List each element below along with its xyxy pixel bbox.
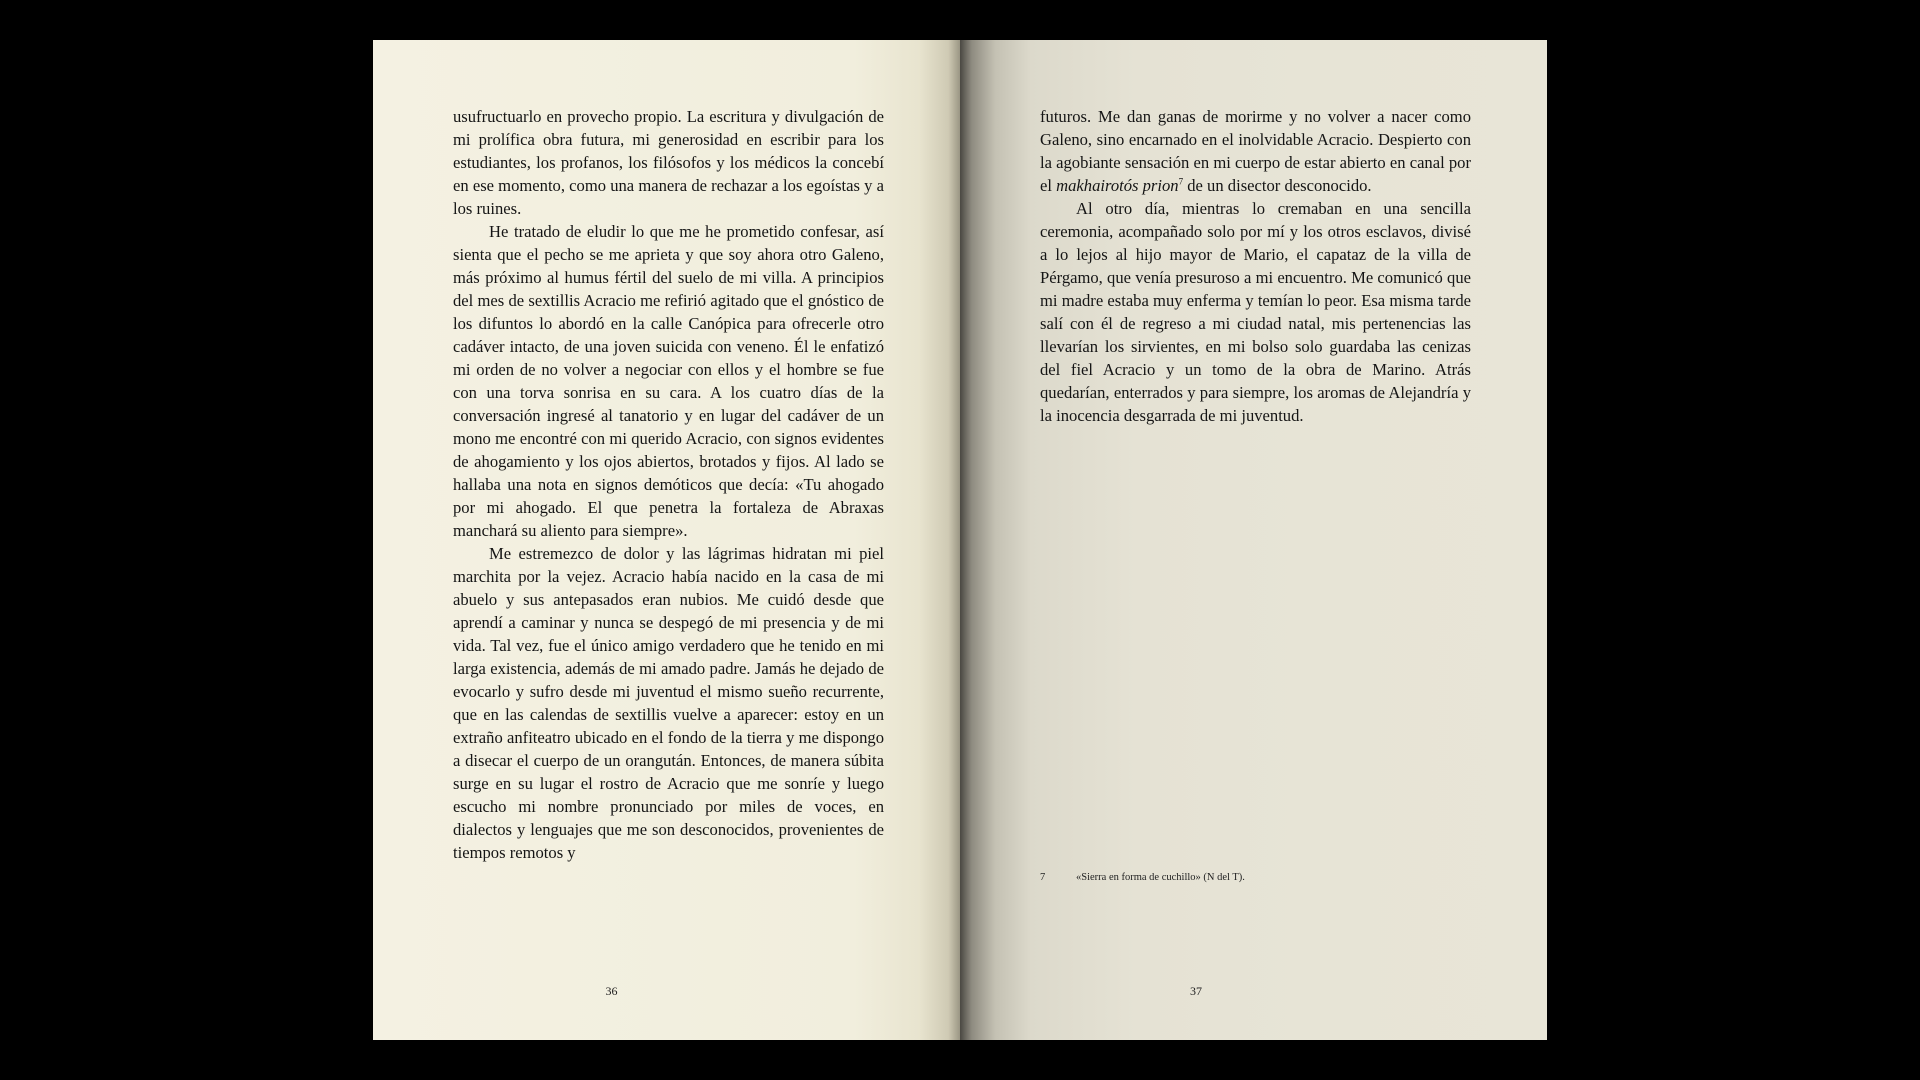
italic-term: makhairotós prion — [1056, 176, 1179, 195]
left-page-text — [453, 105, 884, 864]
footnote-number: 7 — [1040, 872, 1046, 883]
book-spread — [373, 40, 1547, 1040]
right-page — [960, 40, 1547, 1040]
footnote-reference: 7 — [1178, 176, 1184, 187]
paragraph: futuros. Me dan ganas de morirme y no volver a nacer como Galeno, sino encarnado en el inolvidable Acracio. Despierto con la agobiante sensación en mi cuerpo de estar abierto en canal por el makhairotós prion$^7$ de un disector desconocido. — [1040, 107, 1471, 195]
paragraph: He tratado de eludir lo que me he prometido confesar, así sienta que el pecho se me aprieta y que soy ahora otro Galeno, más próximo al humus fértil del suelo de mi villa. A principios del mes de sextillis Acracio me refirió agitado que el gnóstico de los difuntos lo abordó en la calle Canópica para ofrecerle otro cadáver intacto, de una joven suicida con veneno. Él le enfatizó mi orden de no volver a negociar con ellos y el hombre se fue con una torva sonrisa en su cara. A los cuatro días de la conversación ingresé al tanatorio y en lugar del cadáver de un mono me encontré con mi querido Acracio, con signos evidentes de ahogamiento y los ojos abiertos, brotados y fijos. Al lado se hallaba una nota en signos demóticos que decía: «Tu ahogado por mi ahogado. El que penetra la fortaleza de Abraxas manchará su aliento para siempre». — [453, 222, 884, 540]
paragraph: Me estremezco de dolor y las lágrimas hidratan mi piel marchita por la vejez. Acracio había nacido en la casa de mi abuelo y sus antepasados eran nubios. Me cuidó desde que aprendí a caminar y nunca se despegó de mi presencia y de mi vida. Tal vez, fue el único amigo verdadero que he tenido en mi larga existencia, además de mi amado padre. Jamás he dejado de evocarlo y sufro desde mi juventud el mismo sueño recurrente, que en las calendas de sextillis vuelve a aparecer: estoy en un extraño anfiteatro ubicado en el fondo de la tierra y me dispongo a disecar el cuerpo de un orangután. Entonces, de manera súbita surge en su lugar el rostro de Acracio que me sonríe y luego escucho mi nombre pronunciado por miles de voces, en dialectos y lenguajes que me son desconocidos, provenientes de tiempos remotos y — [453, 544, 884, 862]
page-number-right: 37 — [1190, 984, 1202, 998]
page-number-left: 36 — [605, 984, 618, 998]
right-page-text — [1040, 105, 1471, 427]
left-page — [373, 40, 960, 1040]
footnote-text: «Sierra en forma de cuchillo» (N del T). — [1076, 872, 1245, 883]
paragraph: usufructuarlo en provecho propio. La escritura y divulgación de mi prolífica obra futura, mi generosidad en escribir para los estudiantes, los profanos, los filósofos y los médicos la concebí en ese momento, como una manera de rechazar a los egoístas y a los ruines. — [453, 107, 884, 218]
paragraph: Al otro día, mientras lo cremaban en una sencilla ceremonia, acompañado solo por mí y los otros esclavos, divisé a lo lejos al hijo mayor de Mario, el capataz de la villa de Pérgamo, que venía presuroso a mi encuentro. Me comunicó que mi madre estaba muy enferma y temían lo peor. Esa misma tarde salí con él de regreso a mi ciudad natal, mis pertenencias las llevarían los sirvientes, en mi bolso solo guardaba las cenizas del fiel Acracio y un tomo de la obra de Marino. Atrás quedarían, enterrados y para siempre, los aromas de Alejandría y la inocencia desgarrada de mi juventud. — [1040, 199, 1471, 425]
footnote — [1040, 872, 1471, 883]
